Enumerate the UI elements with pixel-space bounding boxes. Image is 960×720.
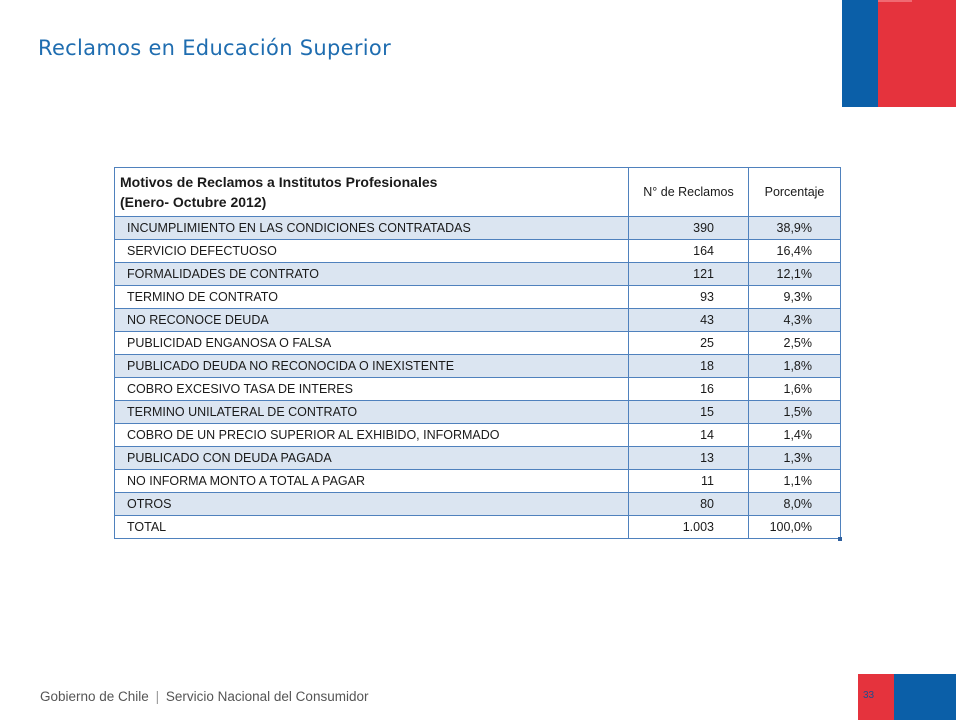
table-row [115,240,841,263]
row-reclamos: 80 [629,493,749,516]
row-porcentaje: 1,3% [749,447,841,470]
table-title-line2: (Enero- Octubre 2012) [120,194,267,210]
table-resize-handle [838,537,842,541]
table-row [115,493,841,516]
row-porcentaje: 1,5% [749,401,841,424]
table-title-line1: Motivos de Reclamos a Institutos Profesionales [120,174,438,190]
row-motivo: COBRO EXCESIVO TASA DE INTERES [115,378,629,401]
table-row [115,447,841,470]
table-row [115,355,841,378]
table-row [115,470,841,493]
row-reclamos: 15 [629,401,749,424]
table-row [115,286,841,309]
footer-credits [40,689,368,704]
row-reclamos: 25 [629,332,749,355]
total-row [115,516,841,539]
row-motivo: TERMINO DE CONTRATO [115,286,629,309]
row-porcentaje: 1,6% [749,378,841,401]
row-porcentaje: 16,4% [749,240,841,263]
table-row [115,332,841,355]
footer-servicio: Servicio Nacional del Consumidor [165,689,369,704]
row-porcentaje: 1,1% [749,470,841,493]
table-title [115,168,629,217]
row-motivo: PUBLICADO CON DEUDA PAGADA [115,447,629,470]
row-reclamos: 16 [629,378,749,401]
total-reclamos: 1.003 [629,516,749,539]
table-row [115,263,841,286]
row-reclamos: 14 [629,424,749,447]
row-porcentaje: 2,5% [749,332,841,355]
column-header-porcentaje: Porcentaje [749,168,841,217]
row-reclamos: 43 [629,309,749,332]
row-reclamos: 93 [629,286,749,309]
row-porcentaje: 8,0% [749,493,841,516]
page-number: 33 [863,690,875,701]
table-row [115,217,841,240]
table-row [115,378,841,401]
row-motivo: TERMINO UNILATERAL DE CONTRATO [115,401,629,424]
flag-blue-stripe [842,0,878,107]
row-porcentaje: 12,1% [749,263,841,286]
slide-title: Reclamos en Educación Superior [38,36,392,60]
total-label: TOTAL [115,516,629,539]
flag-red-stripe [878,0,956,107]
row-reclamos: 18 [629,355,749,378]
row-motivo: FORMALIDADES DE CONTRATO [115,263,629,286]
row-reclamos: 121 [629,263,749,286]
flag-blue-block [894,674,956,720]
row-motivo: INCUMPLIMIENTO EN LAS CONDICIONES CONTRATADAS [115,217,629,240]
row-porcentaje: 9,3% [749,286,841,309]
row-porcentaje: 1,4% [749,424,841,447]
claims-table [114,167,841,539]
row-porcentaje: 1,8% [749,355,841,378]
row-motivo: PUBLICADO DEUDA NO RECONOCIDA O INEXISTENTE [115,355,629,378]
table-row [115,401,841,424]
row-motivo: PUBLICIDAD ENGANOSA O FALSA [115,332,629,355]
row-reclamos: 13 [629,447,749,470]
row-motivo: SERVICIO DEFECTUOSO [115,240,629,263]
table-header-row [115,168,841,217]
chile-flag-logo-top [842,0,956,107]
table-row [115,424,841,447]
row-motivo: COBRO DE UN PRECIO SUPERIOR AL EXHIBIDO, INFORMADO [115,424,629,447]
row-motivo: NO RECONOCE DEUDA [115,309,629,332]
footer-gobierno: Gobierno de Chile [40,689,149,704]
column-header-reclamos: N° de Reclamos [629,168,749,217]
row-porcentaje: 4,3% [749,309,841,332]
claims-table-container [114,167,840,539]
footer-separator: | [155,689,160,704]
total-porcentaje: 100,0% [749,516,841,539]
flag-notch [878,0,912,2]
row-reclamos: 390 [629,217,749,240]
row-motivo: OTROS [115,493,629,516]
row-reclamos: 164 [629,240,749,263]
row-porcentaje: 38,9% [749,217,841,240]
row-reclamos: 11 [629,470,749,493]
row-motivo: NO INFORMA MONTO A TOTAL A PAGAR [115,470,629,493]
table-row [115,309,841,332]
